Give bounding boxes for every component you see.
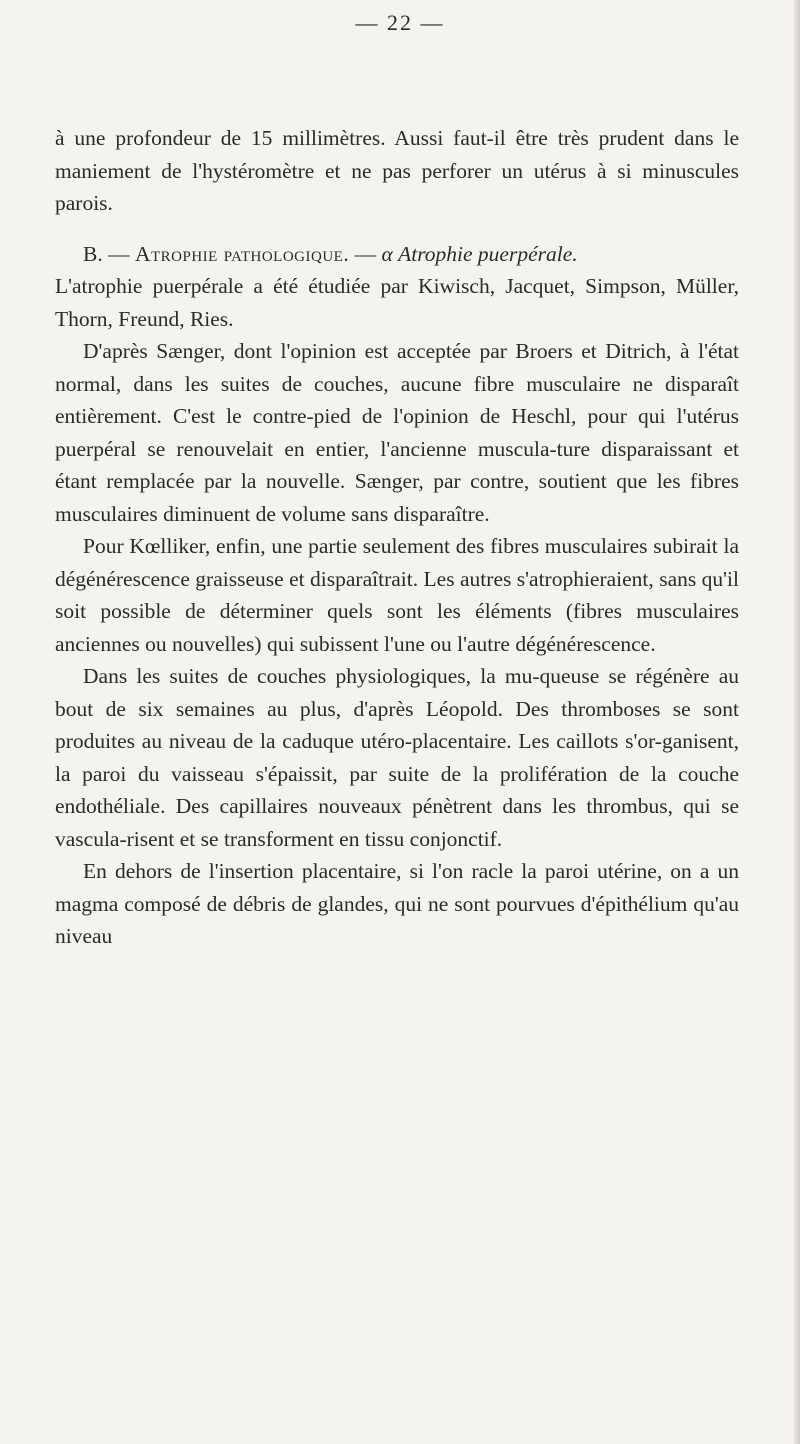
paragraph-6: En dehors de l'insertion placentaire, si l'on racle la paroi utérine, on a un magma composé de débris de glandes, qui ne sont pourvues d'épithélium qu'au niveau — [55, 859, 739, 948]
heading-title: Atrophie pathologique. — [134, 241, 350, 266]
paragraph-1: à une profondeur de 15 millimètres. Aussi faut-il être très prudent dans le maniement de l'hystéromètre et ne pas perforer un utérus à si minuscules parois. — [55, 126, 739, 215]
page-number: — 22 — — [355, 10, 445, 35]
paragraph-2: L'atrophie puerpérale a été étudiée par Kiwisch, Jacquet, Simpson, Müller, Thorn, Freund, Ries. — [55, 274, 739, 331]
page-edge — [794, 0, 800, 1444]
text-block — [55, 122, 739, 953]
paragraph-3: D'après Sænger, dont l'opinion est acceptée par Broers et Ditrich, à l'état normal, dans les suites de couches, aucune fibre musculaire ne disparaît entièrement. C'est le contre-pied de l'opinion de Heschl, pour qui l'utérus puerpéral se renouvelait en entier, l'ancienne muscula-ture disparaissant et étant remplacée par la nouvelle. Sænger, par contre, soutient que les fibres musculaires diminuent de volume sans disparaître. — [55, 339, 739, 526]
paragraph-5: Dans les suites de couches physiologiques, la mu-queuse se régénère au bout de six semaines au plus, d'après Léopold. Des thromboses se sont produites au niveau de la caduque utéro-placentaire. Les caillots s'or-ganisent, la paroi du vaisseau s'épaissit, par suite de la prolifération de la couche endothéliale. Des capillaires nouveaux pénètrent dans les thrombus, qui se vascula-risent et se transforment en tissu conjonctif. — [55, 664, 739, 851]
heading-dash: — — [349, 241, 382, 266]
heading-subtitle: α Atrophie puerpérale. — [381, 241, 578, 266]
heading-prefix: B. — — [83, 241, 135, 266]
paragraph-4: Pour Kœlliker, enfin, une partie seulement des fibres musculaires subirait la dégénérescence graisseuse et disparaîtrait. Les autres s'atrophieraient, sans qu'il soit possible de déterminer quels sont les éléments (fibres musculaires anciennes ou nouvelles) qui subissent l'une ou l'autre dégénérescence. — [55, 534, 739, 656]
section-heading — [55, 238, 739, 271]
